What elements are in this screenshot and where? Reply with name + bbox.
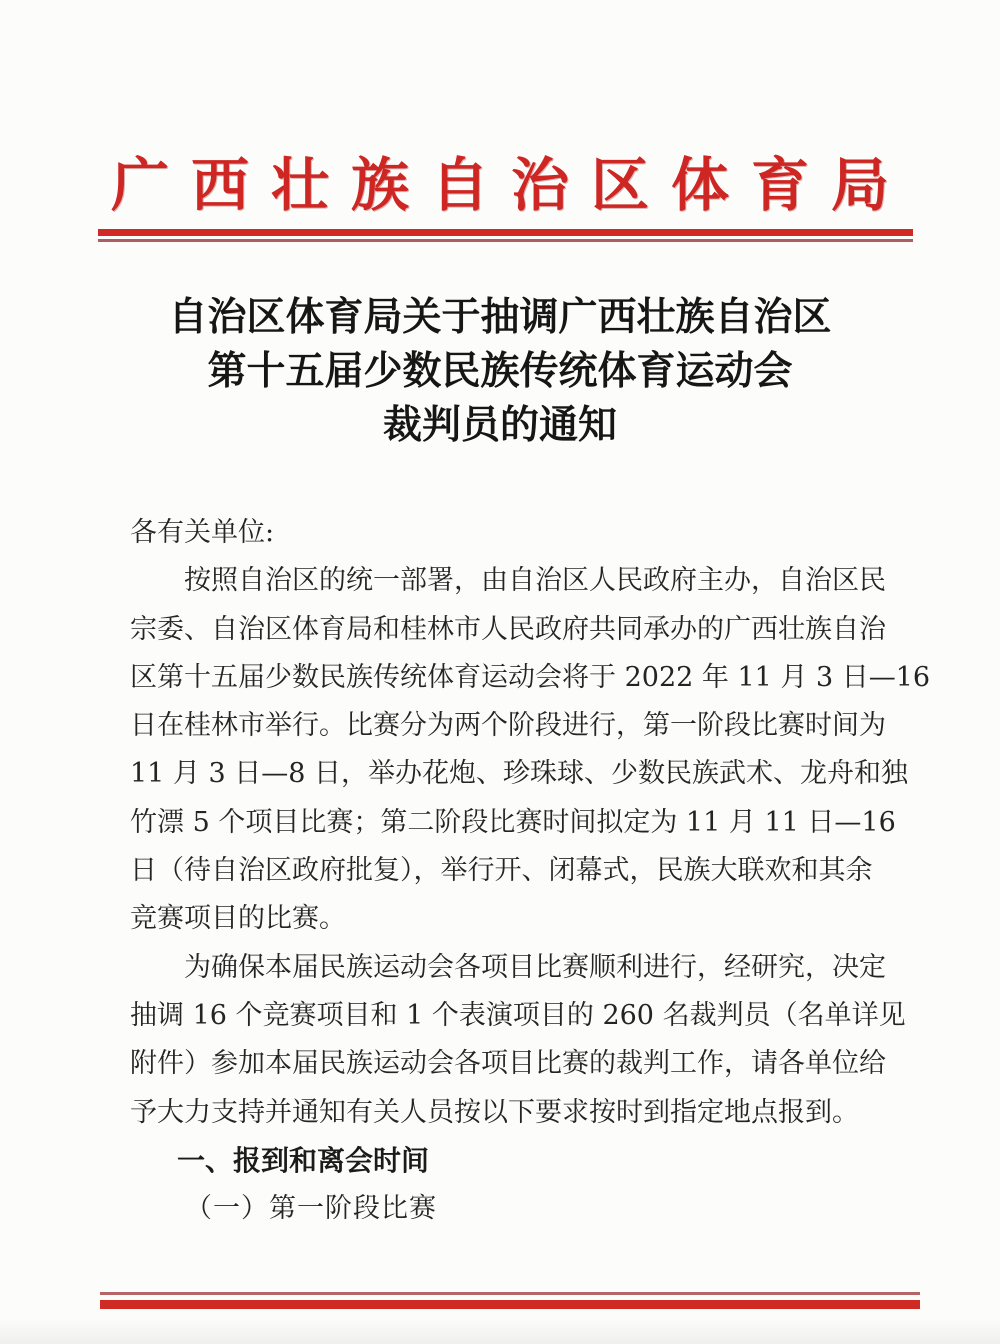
title-line-1: 自治区体育局关于抽调广西壮族自治区 [168,294,832,340]
body-line: 抽调 16 个竞赛项目和 1 个表演项目的 260 名裁判员（名单详见 [130,999,906,1031]
salutation: 各有关单位: [130,517,275,548]
body-line: 日（待自治区政府批复），举行开、闭幕式，民族大联欢和其余 [130,855,873,887]
footer-rule-thick [100,1300,920,1309]
agency-name: 广西壮族自治区体育局 [110,151,911,219]
title-line-2: 第十五届少数民族传统体育运动会 [207,348,793,394]
body-line: 区第十五届少数民族传统体育运动会将于 2022 年 11 月 3 日—16 [130,661,931,693]
body-line: 竹漂 5 个项目比赛；第二阶段比赛时间拟定为 11 月 11 日—16 [130,806,896,838]
section-heading: 一、报到和离会时间 [177,1143,430,1177]
body-line: 予大力支持并通知有关人员按以下要求按时到指定地点报到。 [130,1096,859,1128]
document-body [130,509,931,1233]
title-line-3: 裁判员的通知 [382,402,617,448]
body-line: 为确保本届民族运动会各项目比赛顺利进行，经研究，决定 [184,951,886,983]
body-line: 11 月 3 日—8 日，举办花炮、珍珠球、少数民族武术、龙舟和独 [130,758,909,790]
document-title [0,290,1000,452]
header-rule-thick [98,229,913,236]
body-line: 竞赛项目的比赛。 [130,903,346,935]
footer-rule-thin [100,1292,920,1295]
body-line: 日在桂林市举行。比赛分为两个阶段进行，第一阶段比赛时间为 [130,710,886,742]
body-line: 宗委、自治区体育局和桂林市人民政府共同承办的广西壮族自治 [130,613,886,645]
header-rule-thin [98,239,913,242]
subsection-heading: （一）第一阶段比赛 [185,1193,437,1225]
body-line: 附件）参加本届民族运动会各项目比赛的裁判工作，请各单位给 [130,1048,886,1080]
body-line: 按照自治区的统一部署，由自治区人民政府主办，自治区民 [184,565,886,597]
